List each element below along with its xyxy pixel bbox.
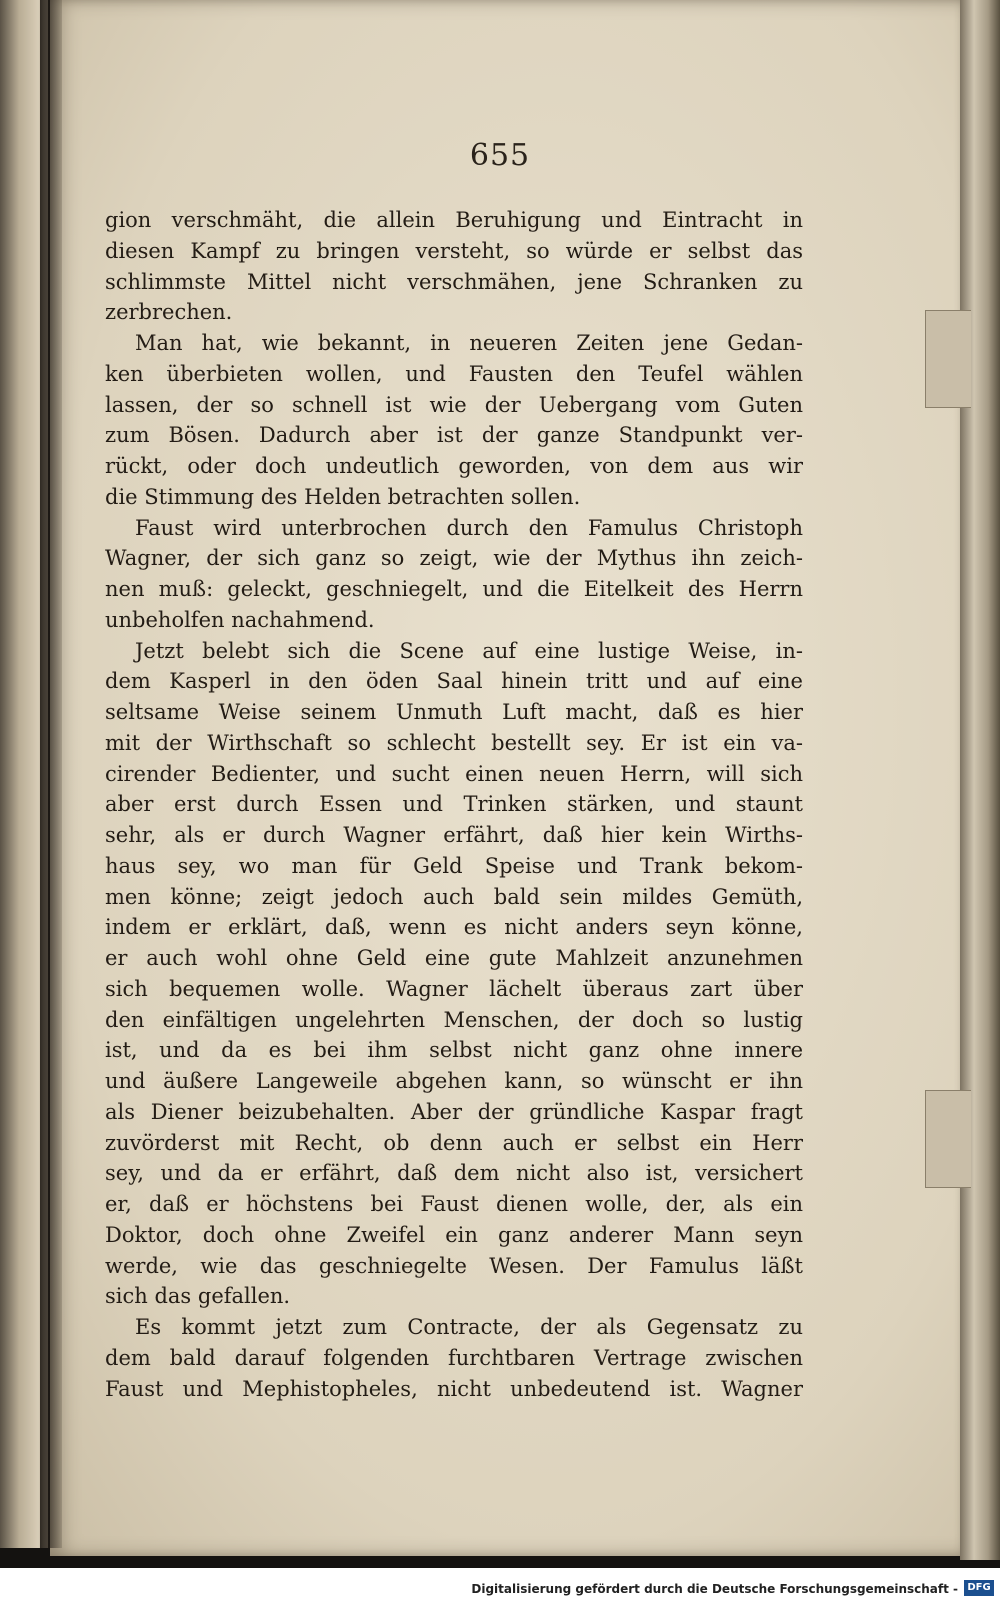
text-line: zuvörderst mit Recht, ob denn auch er selbst ein Herr [105, 1130, 803, 1155]
text-line: werde, wie das geschniegelte Wesen. Der Famulus läßt [105, 1253, 803, 1278]
text-line: er auch wohl ohne Geld eine gute Mahlzeit anzunehmen [105, 946, 803, 970]
text-line: sich bequemen wolle. Wagner lächelt überaus zart über [105, 976, 803, 1001]
text-line: seltsame Weise seinem Unmuth Luft macht, daß es hier [105, 700, 803, 724]
text-line: nen muß: geleckt, geschniegelt, und die Eitelkeit des Herrn [105, 577, 803, 601]
text-line: ist, und da es bei ihm selbst nicht ganz ohne innere [105, 1038, 803, 1063]
text-line: Wagner, der sich ganz so zeigt, wie der Mythus ihn zeich- [105, 546, 803, 571]
text-line: schlimmste Mittel nicht verschmähen, jene Schranken zu [105, 269, 803, 294]
text-line: Jetzt belebt sich die Scene auf eine lustige Weise, in- [135, 638, 803, 663]
text-line: men könne; zeigt jedoch auch bald sein mildes Gemüth, [105, 884, 803, 909]
text-line: Faust und Mephistopheles, nicht unbedeutend ist. Wagner [105, 1376, 803, 1401]
text-line: indem er erklärt, daß, wenn es nicht anders seyn könne, [105, 915, 803, 940]
page-stack-edge [960, 0, 1000, 1560]
dfg-logo: DFG [964, 1580, 994, 1596]
text-line: den einfältigen ungelehrten Menschen, der doch so lustig [105, 1007, 803, 1032]
text-line: haus sey, wo man für Geld Speise und Trank bekom- [105, 853, 803, 878]
text-line: Man hat, wie bekannt, in neueren Zeiten jene Gedan- [135, 331, 803, 355]
text-line: dem bald darauf folgenden furchtbaren Vertrage zwischen [105, 1345, 803, 1370]
footer-bar [0, 1568, 1000, 1617]
text-line: zum Bösen. Dadurch aber ist der ganze Standpunkt ver- [105, 423, 803, 448]
text-line: cirender Bedienter, und sucht einen neuen Herrn, will sich [105, 761, 803, 786]
text-line: als Diener beizubehalten. Aber der gründliche Kaspar fragt [105, 1099, 803, 1124]
text-line: lassen, der so schnell ist wie der Uebergang vom Guten [105, 392, 803, 417]
text-line: Es kommt jetzt zum Contracte, der als Gegensatz zu [135, 1315, 803, 1339]
paper-tab-marker [925, 310, 971, 408]
text-line: dem Kasperl in den öden Saal hinein tritt und auf eine [105, 669, 803, 694]
text-line: er, daß er höchstens bei Faust dienen wolle, der, als ein [105, 1192, 803, 1216]
text-line: und äußere Langeweile abgehen kann, so wünscht er ihn [105, 1069, 803, 1093]
text-line: sich das gefallen. [105, 1284, 291, 1309]
text-line: gion verschmäht, die allein Beruhigung und Eintracht in [105, 208, 803, 232]
text-line: ken überbieten wollen, und Fausten den Teufel wählen [105, 361, 803, 386]
text-line: aber erst durch Essen und Trinken stärken, und staunt [105, 792, 803, 817]
text-line: Doktor, doch ohne Zweifel ein ganz anderer Mann seyn [105, 1222, 803, 1247]
text-line: zerbrechen. [105, 300, 233, 325]
text-line: mit der Wirthschaft so schlecht bestellt sey. Er ist ein va- [105, 730, 803, 755]
digitization-credit: Digitalisierung gefördert durch die Deutsche Forschungsgemeinschaft - [471, 1582, 958, 1596]
body-text [105, 205, 803, 1404]
text-line: rückt, oder doch undeutlich geworden, von dem aus wir [105, 454, 803, 478]
text-line: Faust wird unterbrochen durch den Famulus Christoph [135, 515, 803, 540]
book-spine-shadow [40, 0, 62, 1548]
text-line: diesen Kampf zu bringen versteht, so würde er selbst das [105, 238, 803, 263]
text-line: die Stimmung des Helden betrachten sollen. [105, 484, 581, 509]
paper-tab-marker [925, 1090, 971, 1188]
text-line: unbeholfen nachahmend. [105, 607, 375, 632]
text-line: sehr, als er durch Wagner erfährt, daß hier kein Wirths- [105, 823, 803, 847]
text-line: sey, und da er erfährt, daß dem nicht also ist, versichert [105, 1161, 803, 1186]
page-number: 655 [469, 138, 531, 173]
